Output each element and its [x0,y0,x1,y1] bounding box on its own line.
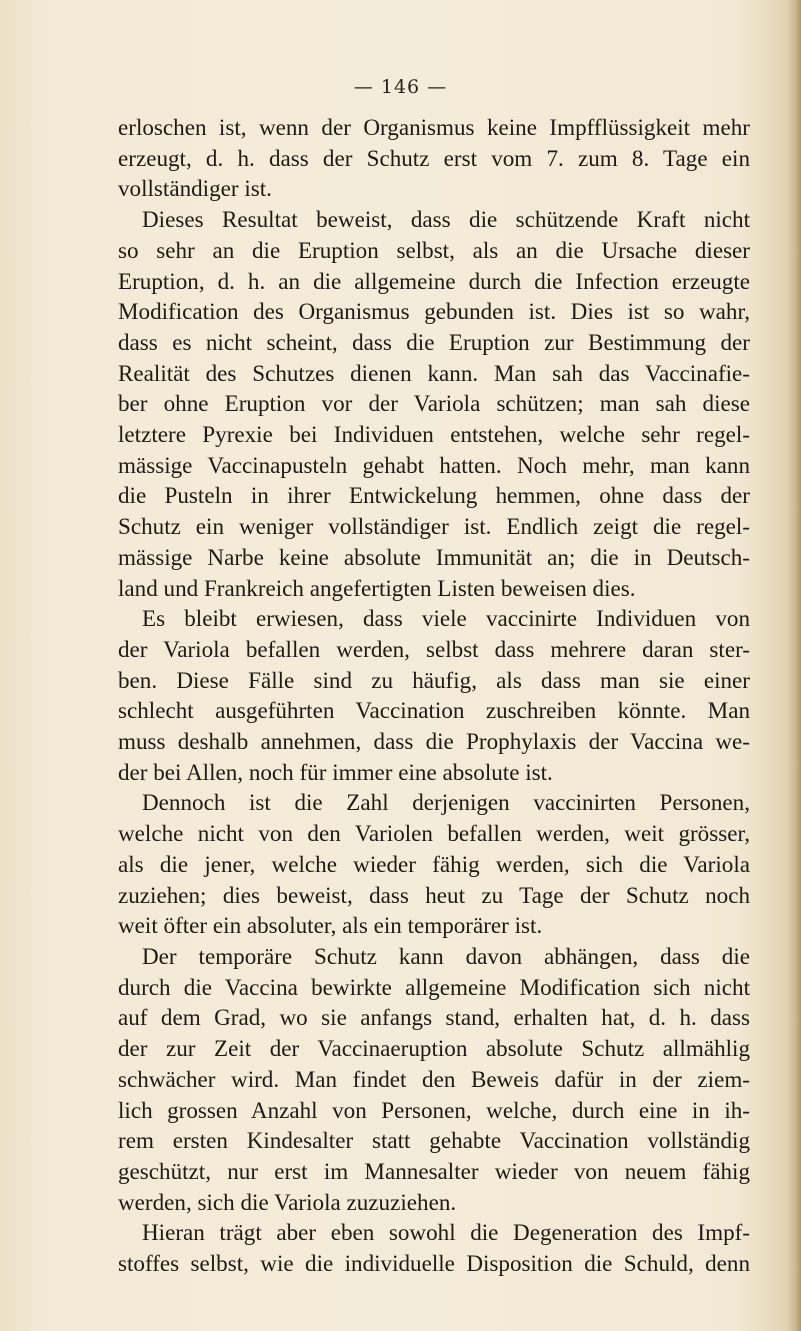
text-line: Eruption, d. h. an die allgemeine durch die Infection erzeugte [118,267,750,294]
paragraph-5 [118,941,750,1217]
text-line: erzeugt, d. h. dass der Schutz erst vom 7. zum 8. Tage ein [118,144,750,171]
text-line: rem ersten Kindesalter statt gehabte Vaccination vollständig [118,1127,750,1154]
text-line: welche nicht von den Variolen befallen werden, weit grösser, [118,820,750,847]
paragraph-1 [118,112,750,204]
text-line: der zur Zeit der Vaccinaeruption absolute Schutz allmählig [118,1035,750,1062]
text-line: Modification des Organismus gebunden ist. Dies ist so wahr, [118,298,750,325]
paragraph-3 [118,603,750,787]
text-line: schwächer wird. Man findet den Beweis dafür in der ziem- [118,1065,750,1092]
text-line: dass es nicht scheint, dass die Eruption zur Bestimmung der [118,328,750,355]
text-line: der bei Allen, noch für immer eine absolute ist. [118,758,553,785]
text-line: Schutz ein weniger vollständiger ist. Endlich zeigt die regel- [118,513,750,540]
text-line: Hieran trägt aber eben sowohl die Degeneration des Impf- [142,1219,750,1246]
text-line: stoffes selbst, wie die individuelle Disposition die Schuld, denn [118,1250,750,1277]
text-line: Realität des Schutzes dienen kann. Man sah das Vaccinafie- [118,359,750,386]
text-line: Es bleibt erwiesen, dass viele vaccinirte Individuen von [142,605,750,632]
paragraph-2 [118,204,750,603]
paragraph-4 [118,787,750,941]
text-line: so sehr an die Eruption selbst, als an die Ursache dieser [118,236,750,263]
text-line: geschützt, nur erst im Mannesalter wieder von neuem fähig [118,1157,750,1184]
text-line: mässige Vaccinapusteln gehabt hatten. Noch mehr, man kann [118,451,750,478]
text-line: durch die Vaccina bewirkte allgemeine Modification sich nicht [118,973,750,1000]
text-line: zuziehen; dies beweist, dass heut zu Tage der Schutz noch [118,881,750,908]
text-line: als die jener, welche wieder fähig werden, sich die Variola [118,850,750,877]
text-line: werden, sich die Variola zuzuziehen. [118,1188,457,1215]
text-line: ben. Diese Fälle sind zu häufig, als dass man sie einer [118,666,750,693]
text-line: Dennoch ist die Zahl derjenigen vaccinirten Personen, [142,789,750,816]
text-line: land und Frankreich angefertigten Listen beweisen dies. [118,574,636,601]
text-line: vollständiger ist. [118,175,272,202]
text-line: lich grossen Anzahl von Personen, welche, durch eine in ih- [118,1096,750,1123]
paragraph-6 [118,1217,750,1278]
text-line: auf dem Grad, wo sie anfangs stand, erhalten hat, d. h. dass [118,1004,750,1031]
text-line: mässige Narbe keine absolute Immunität an; die in Deutsch- [118,543,750,570]
body-text [118,112,750,1279]
text-line: ber ohne Eruption vor der Variola schützen; man sah diese [118,390,750,417]
text-line: muss deshalb annehmen, dass die Prophylaxis der Vaccina we- [118,728,750,755]
text-line: die Pusteln in ihrer Entwickelung hemmen, ohne dass der [118,482,750,509]
page-number-header: — 146 — [353,76,448,98]
page-edge-shadow [787,0,801,1331]
text-line: weit öfter ein absoluter, als ein temporärer ist. [118,912,543,939]
text-line: letztere Pyrexie bei Individuen entstehen, welche sehr regel- [118,421,750,448]
text-line: erloschen ist, wenn der Organismus keine Impfflüssigkeit mehr [118,114,750,140]
text-line: Der temporäre Schutz kann davon abhängen, dass die [142,942,750,969]
text-line: Dieses Resultat beweist, dass die schützende Kraft nicht [142,206,750,233]
text-line: schlecht ausgeführten Vaccination zuschreiben könnte. Man [118,697,750,724]
text-line: der Variola befallen werden, selbst dass mehrere daran ster- [118,635,750,662]
